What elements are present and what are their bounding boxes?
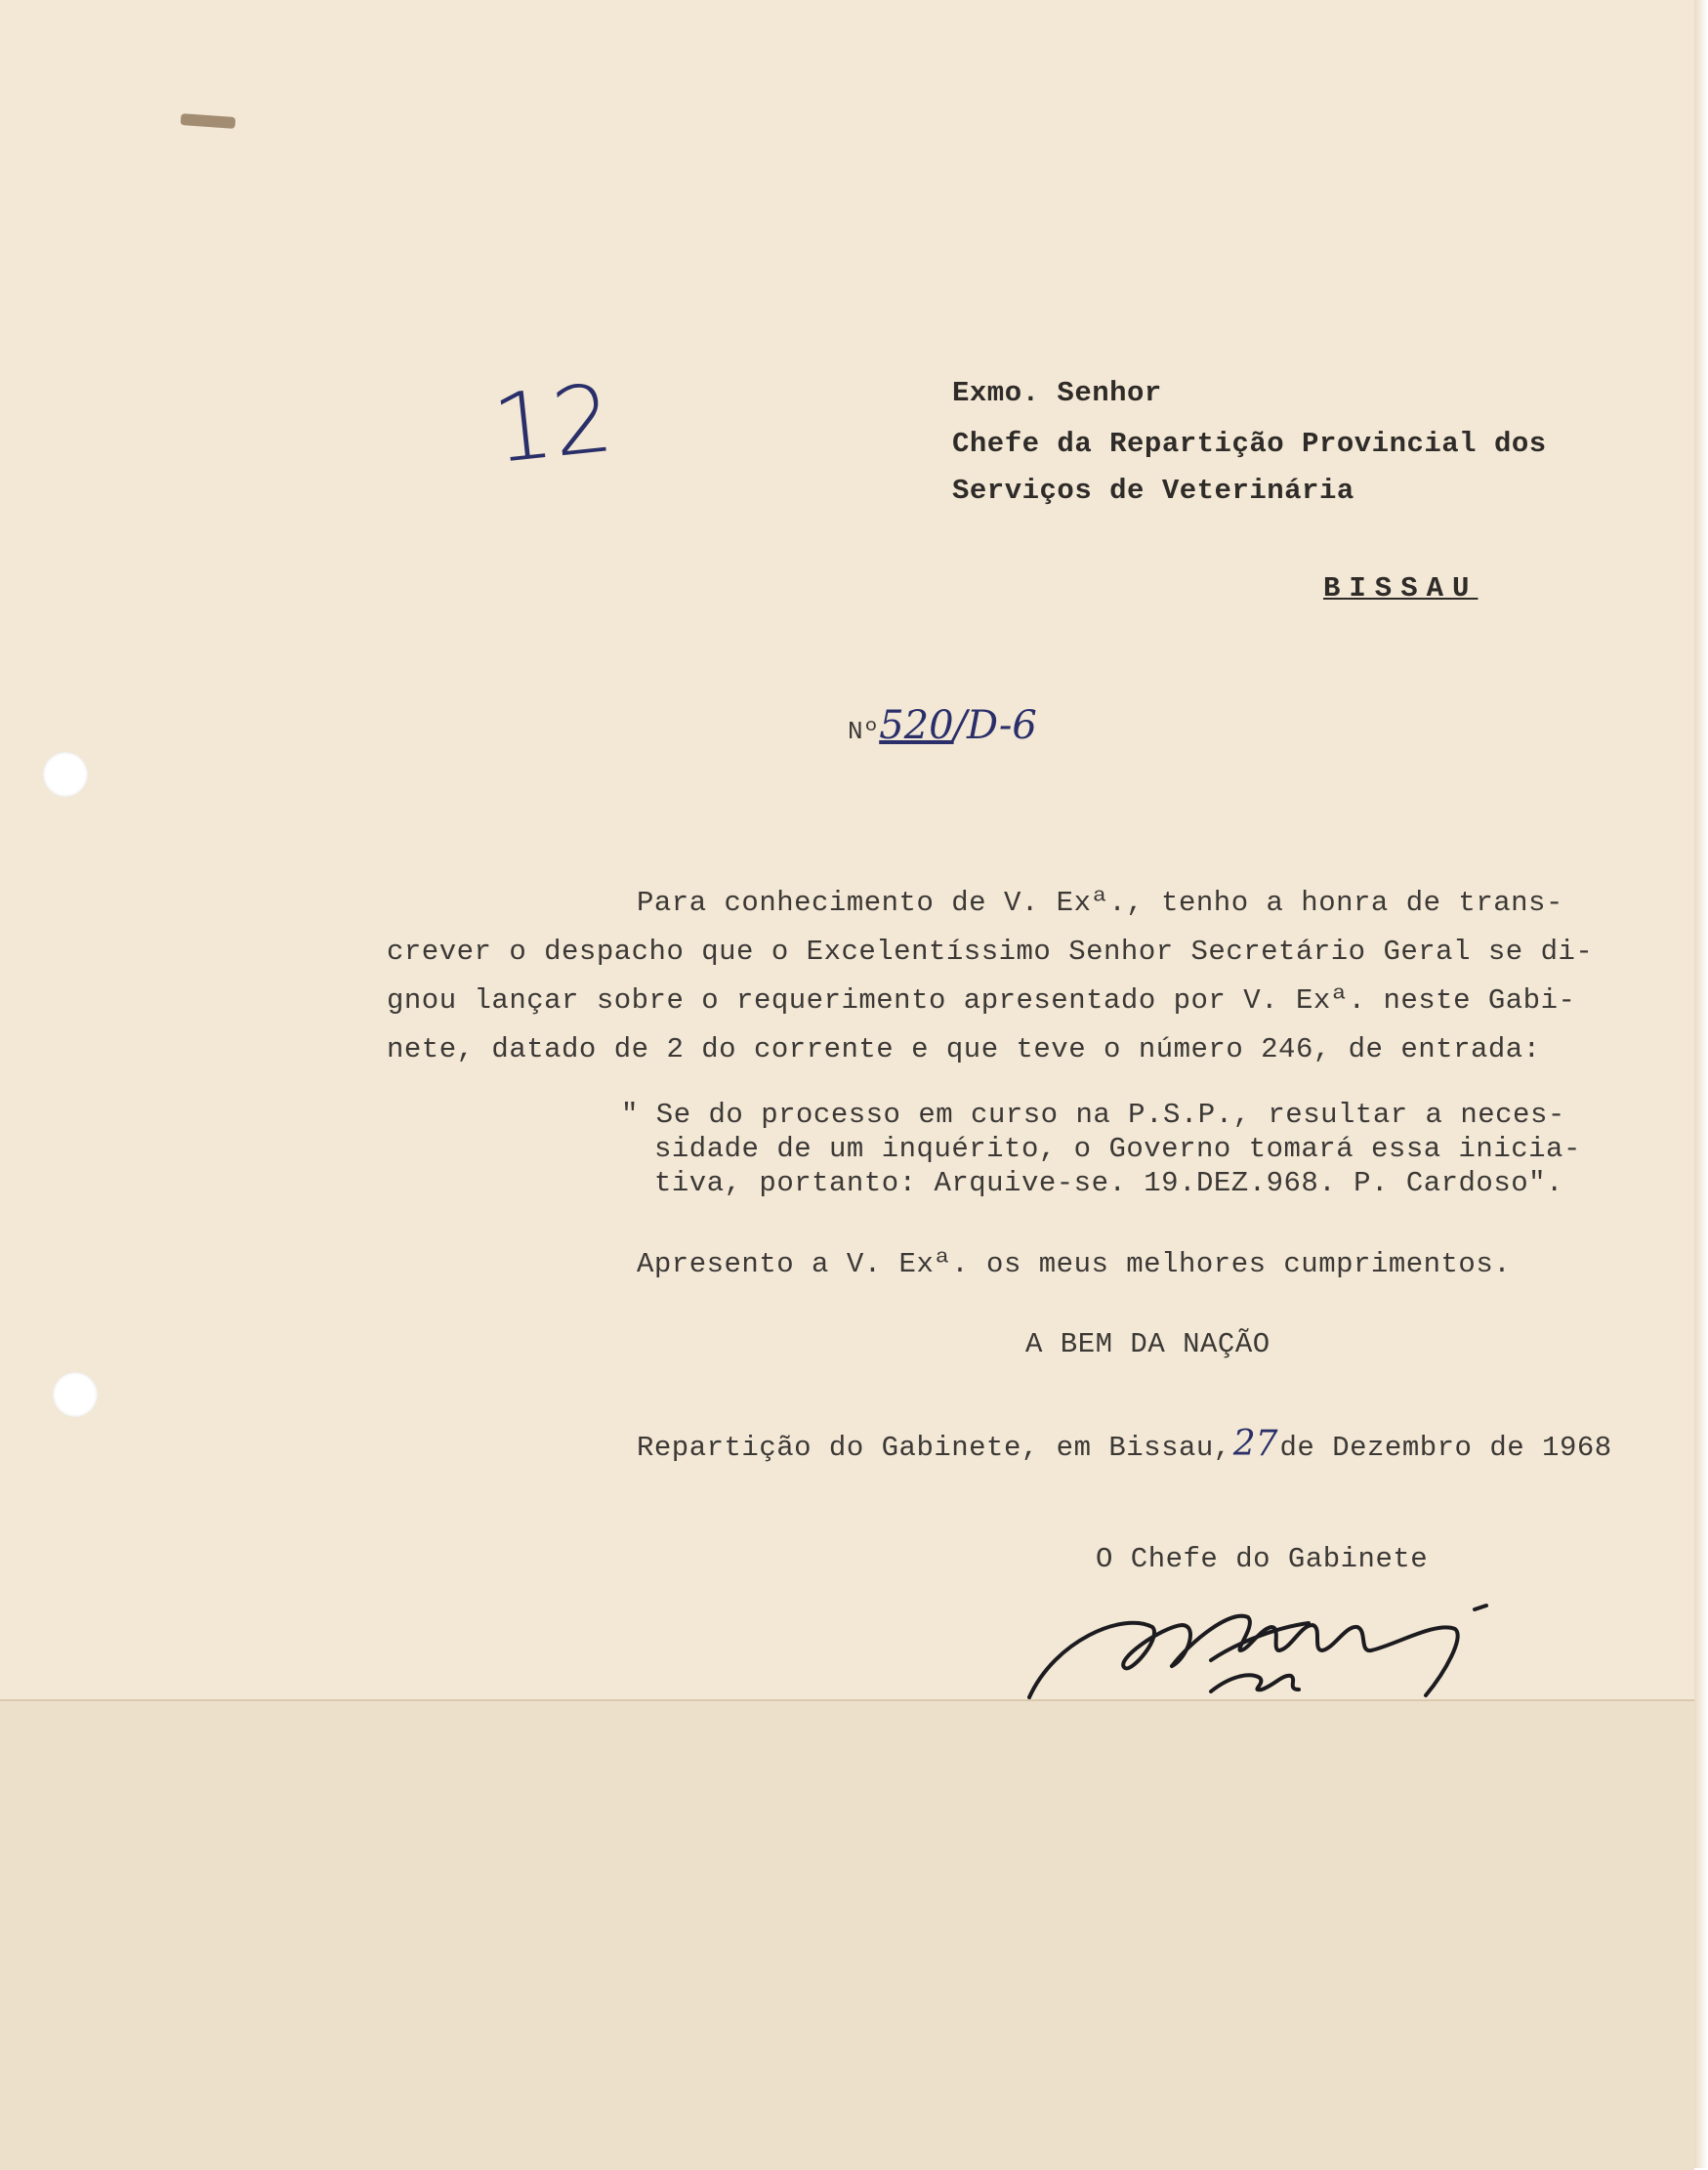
addressee-line-2: Chefe da Repartição Provincial dos — [952, 428, 1547, 460]
place-prefix: Repartição do Gabinete, em Bissau, — [637, 1432, 1231, 1464]
handwritten-day: 27 — [1232, 1424, 1278, 1464]
signatory-title: O Chefe do Gabinete — [1096, 1543, 1429, 1575]
quote-line-1: " Se do processo em curso na P.S.P., resultar a neces- — [621, 1099, 1565, 1131]
motto: A BEM DA NAÇÃO — [1025, 1328, 1271, 1360]
addressee-city: BISSAU — [1323, 572, 1479, 605]
body-line-4: nete, datado de 2 do corrente e que teve o número 246, de entrada: — [387, 1033, 1541, 1065]
punch-hole-upper — [43, 752, 88, 797]
addressee-line-1: Exmo. Senhor — [952, 377, 1162, 409]
quote-line-2: sidade de um inquérito, o Governo tomará essa inicia- — [654, 1133, 1581, 1165]
place-date-line — [637, 1424, 1612, 1464]
body-line-1: Para conhecimento de V. Exª., tenho a honra de trans- — [637, 887, 1563, 919]
date-suffix: de Dezembro de 1968 — [1279, 1432, 1612, 1464]
reference-handwritten-suffix: /D-6 — [953, 703, 1037, 748]
staple-mark — [181, 113, 236, 129]
reference-prefix: Nº — [848, 717, 880, 746]
reference-handwritten-number: 520 — [879, 703, 954, 748]
addressee-line-3: Serviços de Veterinária — [952, 475, 1354, 507]
body-line-2: crever o despacho que o Excelentíssimo Senhor Secretário Geral se di- — [387, 936, 1594, 968]
underlying-sheet — [0, 1699, 1694, 2170]
punch-hole-lower — [53, 1372, 98, 1417]
reference-number — [848, 703, 1037, 748]
page-edge — [1694, 0, 1708, 2168]
folio-number: 12 — [487, 362, 618, 485]
greeting: Apresento a V. Exª. os meus melhores cumprimentos. — [637, 1248, 1512, 1280]
body-line-3: gnou lançar sobre o requerimento apresentado por V. Exª. neste Gabi- — [387, 984, 1576, 1017]
quote-line-3: tiva, portanto: Arquive-se. 19.DEZ.968. P. Cardoso". — [654, 1167, 1563, 1199]
